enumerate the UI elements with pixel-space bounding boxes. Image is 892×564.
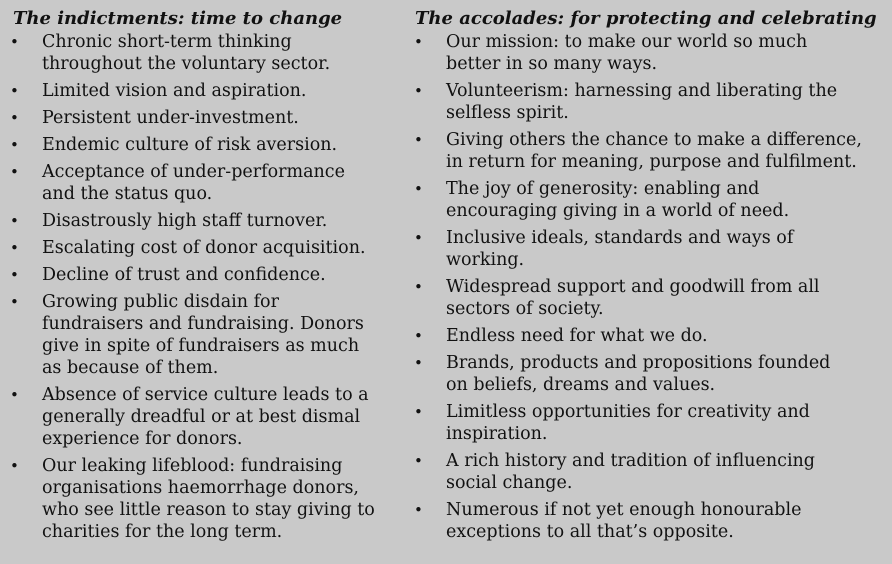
list-item-text: Giving others the chance to make a difference, [446, 130, 862, 150]
list-item-text: organisations haemorrhage donors, [42, 478, 359, 498]
list-item-text: and the status quo. [42, 184, 213, 204]
bullet-icon: • [10, 136, 19, 154]
bullet-icon: • [414, 229, 423, 247]
list-item [414, 129, 886, 173]
list-item-text: Persistent under-investment. [42, 108, 299, 128]
bullet-icon: • [10, 266, 19, 284]
list-item-text: inspiration. [446, 424, 548, 444]
bullet-icon: • [10, 386, 19, 404]
accolades-list [414, 31, 886, 543]
list-item [414, 450, 886, 494]
list-item-text: Chronic short-term thinking [42, 32, 292, 52]
bullet-icon: • [10, 109, 19, 127]
list-item [414, 276, 886, 320]
list-item [414, 352, 886, 396]
bullet-icon: • [414, 327, 423, 345]
list-item-text: Escalating cost of donor acquisition. [42, 238, 366, 258]
indictments-list [10, 31, 402, 543]
bullet-icon: • [10, 82, 19, 100]
accolades-column [414, 7, 886, 548]
list-item-text: Widespread support and goodwill from all [446, 277, 820, 297]
list-item-text: Brands, products and propositions founded [446, 353, 831, 373]
list-item-text: encouraging giving in a world of need. [446, 201, 790, 221]
accolades-heading: The accolades: for protecting and celebrating [415, 8, 877, 29]
bullet-icon: • [10, 457, 19, 475]
list-item [414, 325, 886, 347]
list-item-text: Acceptance of under-performance [42, 162, 345, 182]
list-item-text: Growing public disdain for [42, 292, 279, 312]
list-item-text: Limited vision and aspiration. [42, 81, 307, 101]
list-item [10, 107, 402, 129]
list-item [10, 31, 402, 75]
list-item-text: A rich history and tradition of influencing [446, 451, 816, 471]
list-item-text: Endless need for what we do. [446, 326, 708, 346]
list-item-text: who see little reason to stay giving to [42, 500, 375, 520]
bullet-icon: • [10, 212, 19, 230]
bullet-icon: • [414, 131, 423, 149]
list-item [414, 178, 886, 222]
list-item [414, 401, 886, 445]
bullet-icon: • [10, 239, 19, 257]
list-item-text: Endemic culture of risk aversion. [42, 135, 338, 155]
bullet-icon: • [10, 163, 19, 181]
indictments-heading: The indictments: time to change [13, 8, 343, 29]
list-item-text: experience for donors. [42, 429, 243, 449]
list-item-text: Our leaking lifeblood: fundraising [42, 456, 343, 476]
list-item-text: Our mission: to make our world so much [446, 32, 808, 52]
list-item [414, 31, 886, 75]
list-item-text: charities for the long term. [42, 522, 283, 542]
list-item-text: selfless spirit. [446, 103, 569, 123]
list-item-text: better in so many ways. [446, 54, 658, 74]
list-item-text: Decline of trust and confidence. [42, 265, 326, 285]
list-item-text: Inclusive ideals, standards and ways of [446, 228, 794, 248]
list-item-text: sectors of society. [446, 299, 604, 319]
bullet-icon: • [414, 354, 423, 372]
bullet-icon: • [414, 403, 423, 421]
list-item [10, 291, 402, 379]
bullet-icon: • [414, 452, 423, 470]
bullet-icon: • [414, 82, 423, 100]
list-item [10, 384, 402, 450]
list-item-text: Limitless opportunities for creativity and [446, 402, 810, 422]
bullet-icon: • [414, 180, 423, 198]
list-item [10, 455, 402, 543]
list-item-text: exceptions to all that’s opposite. [446, 522, 734, 542]
list-item-text: generally dreadful or at best dismal [42, 407, 361, 427]
list-item [414, 80, 886, 124]
list-item-text: Disastrously high staff turnover. [42, 211, 328, 231]
list-item-text: as because of them. [42, 358, 219, 378]
bullet-icon: • [414, 501, 423, 519]
list-item-text: on beliefs, dreams and values. [446, 375, 716, 395]
bullet-icon: • [414, 33, 423, 51]
list-item [10, 80, 402, 102]
list-item-text: The joy of generosity: enabling and [446, 179, 760, 199]
bullet-icon: • [10, 293, 19, 311]
list-item-text: Absence of service culture leads to a [42, 385, 369, 405]
list-item [10, 161, 402, 205]
list-item [10, 134, 402, 156]
list-item-text: fundraisers and fundraising. Donors [42, 314, 364, 334]
list-item-text: give in spite of fundraisers as much [42, 336, 360, 356]
list-item-text: working. [446, 250, 525, 270]
bullet-icon: • [414, 278, 423, 296]
list-item-text: Numerous if not yet enough honourable [446, 500, 802, 520]
bullet-icon: • [10, 33, 19, 51]
list-item [414, 227, 886, 271]
list-item [414, 499, 886, 543]
list-item-text: social change. [446, 473, 573, 493]
list-item [10, 264, 402, 286]
list-item-text: in return for meaning, purpose and fulfilment. [446, 152, 857, 172]
list-item-text: Volunteerism: harnessing and liberating the [446, 81, 838, 101]
list-item-text: throughout the voluntary sector. [42, 54, 331, 74]
indictments-column [10, 7, 402, 548]
list-item [10, 237, 402, 259]
list-item [10, 210, 402, 232]
